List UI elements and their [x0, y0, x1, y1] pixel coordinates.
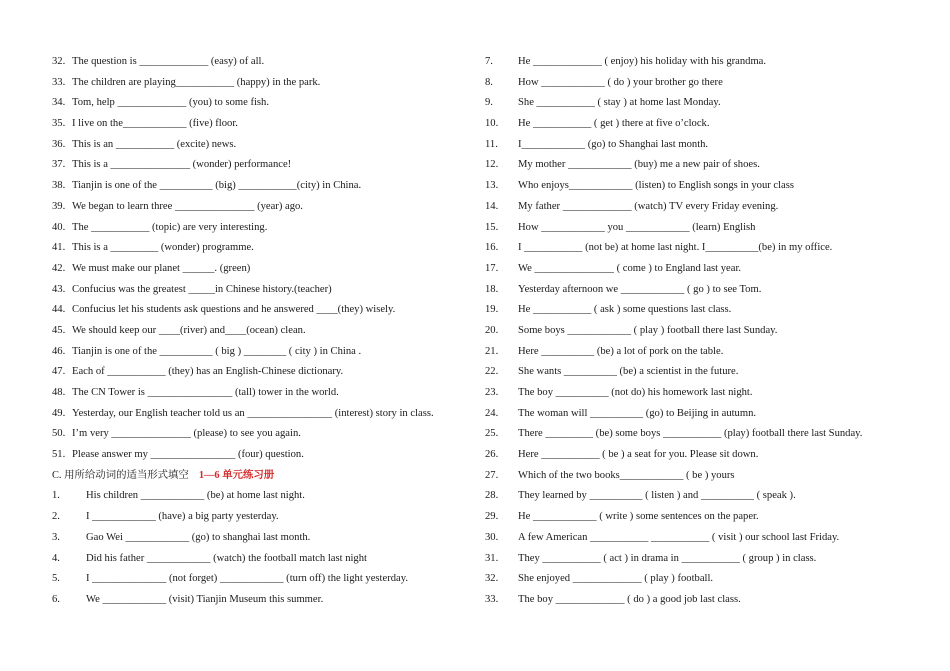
item-number: 48.: [52, 387, 66, 398]
item-number: 29.: [485, 511, 499, 523]
item-text: Which of the two books____________ ( be ) yours: [518, 469, 735, 481]
item-number: 32.: [485, 573, 499, 585]
item-number: 15.: [485, 221, 499, 233]
item-number: 19.: [485, 304, 499, 316]
exercise-item: [52, 445, 462, 466]
exercise-item: [52, 52, 462, 73]
item-text: He ___________ ( ask ) some questions last class.: [518, 304, 732, 316]
item-text: We should keep our ____(river) and____(ocean) clean.: [72, 324, 306, 336]
exercise-item: [485, 135, 925, 156]
exercise-item: [485, 93, 925, 114]
item-text: Tianjin is one of the __________ ( big ) ________ ( city ) in China .: [72, 345, 362, 357]
item-number: 37.: [52, 159, 66, 171]
item-number: 42.: [52, 262, 66, 274]
item-number: 12.: [485, 159, 499, 171]
exercise-item: [52, 424, 462, 445]
item-text: Yesterday, our English teacher told us an ________________ (interest) story in class.: [72, 407, 434, 419]
exercise-item: [485, 569, 925, 590]
item-number: 47.: [52, 366, 66, 378]
item-number: 49.: [52, 407, 66, 419]
item-number: 38.: [52, 180, 66, 192]
item-number: 8.: [485, 76, 493, 88]
item-text: This is an ___________ (excite) news.: [72, 138, 237, 150]
exercise-item: [52, 218, 462, 239]
item-number: 39.: [52, 200, 66, 212]
exercise-item: [485, 486, 925, 507]
item-number: 22.: [485, 366, 499, 378]
exercise-item: [52, 569, 462, 590]
item-number: 21.: [485, 345, 499, 357]
item-text: The woman will __________ (go) to Beijing in autumn.: [518, 407, 757, 419]
exercise-item: [485, 466, 925, 487]
item-text: How ____________ you ____________ (learn) English: [518, 221, 756, 233]
item-text: He _____________ ( enjoy) his holiday with his grandma.: [518, 56, 767, 67]
item-number: 2.: [52, 511, 60, 523]
item-text: The boy __________ (not do) his homework last night.: [518, 387, 753, 398]
exercise-item: [485, 176, 925, 197]
item-text: This is a _________ (wonder) programme.: [72, 242, 254, 254]
item-number: 50.: [52, 428, 66, 440]
exercise-item: [52, 362, 462, 383]
item-number: 33.: [52, 76, 66, 88]
exercise-item: [52, 342, 462, 363]
exercise-item: [52, 280, 462, 301]
exercise-item: [485, 218, 925, 239]
item-text: He ___________ ( get ) there at five o’clock.: [518, 118, 710, 130]
item-text: Tom, help _____________ (you) to some fish.: [72, 97, 269, 109]
item-text: Confucius let his students ask questions and he answered ____(they) wisely.: [72, 304, 396, 316]
item-text: He ____________ ( write ) some sentences on the paper.: [518, 511, 759, 523]
item-number: 32.: [52, 56, 66, 67]
item-number: 41.: [52, 242, 66, 254]
item-text: Tianjin is one of the __________ (big) ___________(city) in China.: [72, 180, 362, 192]
item-number: 35.: [52, 118, 66, 130]
exercise-item: [485, 300, 925, 321]
left-column: [52, 52, 462, 611]
item-number: 3.: [52, 531, 60, 543]
exercise-item: [485, 73, 925, 94]
item-number: 20.: [485, 324, 499, 336]
exercise-item: [52, 528, 462, 549]
item-text: There _________ (be) some boys ___________ (play) football there last Sunday.: [518, 428, 863, 440]
item-number: 24.: [485, 407, 499, 419]
exercise-item: [52, 321, 462, 342]
item-number: 40.: [52, 221, 66, 233]
item-number: 25.: [485, 428, 499, 440]
item-number: 9.: [485, 97, 493, 109]
exercise-item: [485, 321, 925, 342]
section-c-heading: [52, 466, 462, 487]
item-text: My father _____________ (watch) TV every Friday evening.: [518, 200, 779, 212]
item-number: 36.: [52, 138, 66, 150]
item-number: 27.: [485, 469, 499, 481]
exercise-item: [52, 114, 462, 135]
item-number: 5.: [52, 573, 60, 585]
exercise-item: [52, 507, 462, 528]
exercise-item: [52, 73, 462, 94]
exercise-item: [485, 445, 925, 466]
item-text: We began to learn three _______________ (year) ago.: [72, 200, 303, 212]
item-text: Who enjoys____________ (listen) to English songs in your class: [518, 180, 795, 192]
exercise-item: [52, 238, 462, 259]
item-text: Gao Wei ____________ (go) to shanghai last month.: [86, 531, 311, 543]
item-number: 33.: [485, 593, 499, 605]
item-number: 16.: [485, 242, 499, 254]
exercise-item: [52, 197, 462, 218]
exercise-item: [485, 238, 925, 259]
item-number: 34.: [52, 97, 66, 109]
item-number: 7.: [485, 56, 493, 67]
section-c-note: 1—6 单元练习册: [198, 469, 275, 481]
exercise-item: [485, 342, 925, 363]
item-text: I ___________ (not be) at home last night. I__________(be) in my office.: [518, 242, 833, 254]
exercise-item: [52, 176, 462, 197]
item-text: The children are playing___________ (happy) in the park.: [72, 76, 321, 88]
item-number: 26.: [485, 449, 499, 461]
item-number: 44.: [52, 304, 66, 316]
item-text: Here __________ (be) a lot of pork on the table.: [518, 345, 724, 357]
item-text: Please answer my ________________ (four) question.: [72, 449, 304, 461]
exercise-item: [485, 280, 925, 301]
exercise-item: [485, 155, 925, 176]
item-number: 6.: [52, 593, 60, 605]
item-text: I’m very _______________ (please) to see you again.: [72, 428, 301, 440]
exercise-item: [485, 114, 925, 135]
item-number: 10.: [485, 118, 499, 130]
item-number: 45.: [52, 324, 66, 336]
item-text: Yesterday afternoon we ____________ ( go ) to see Tom.: [518, 283, 762, 295]
item-number: 30.: [485, 531, 499, 543]
exercise-item: [52, 404, 462, 425]
item-number: 14.: [485, 200, 499, 212]
item-number: 4.: [52, 552, 60, 564]
item-text: Some boys ____________ ( play ) football there last Sunday.: [518, 324, 778, 336]
item-text: The CN Tower is ________________ (tall) tower in the world.: [72, 387, 339, 398]
item-text: We must make our planet ______. (green): [72, 262, 251, 274]
item-text: How ____________ ( do ) your brother go there: [518, 76, 723, 88]
exercise-item: [485, 383, 925, 404]
item-number: 46.: [52, 345, 66, 357]
item-text: We _______________ ( come ) to England last year.: [518, 262, 742, 274]
exercise-item: [485, 259, 925, 280]
item-text: They ___________ ( act ) in drama in ___________ ( group ) in class.: [518, 552, 817, 564]
item-text: I____________ (go) to Shanghai last month.: [518, 138, 709, 150]
exercise-item: [52, 135, 462, 156]
section-c-title: C. 用所给动词的适当形式填空: [52, 469, 189, 481]
item-number: 13.: [485, 180, 499, 192]
item-number: 18.: [485, 283, 499, 295]
exercise-item: [52, 259, 462, 280]
item-text: Here ___________ ( be ) a seat for you. Please sit down.: [518, 449, 759, 461]
item-text: I ____________ (have) a big party yesterday.: [86, 511, 279, 523]
exercise-item: [52, 590, 462, 611]
exercise-item: [52, 549, 462, 570]
exercise-item: [485, 404, 925, 425]
item-number: 23.: [485, 387, 499, 398]
item-text: She wants __________ (be) a scientist in the future.: [518, 366, 739, 378]
item-number: 17.: [485, 262, 499, 274]
exercise-item: [485, 528, 925, 549]
exercise-item: [485, 549, 925, 570]
exercise-item: [485, 424, 925, 445]
item-number: 43.: [52, 283, 66, 295]
exercise-item: [485, 197, 925, 218]
exercise-item: [52, 93, 462, 114]
item-text: His children ____________ (be) at home last night.: [86, 490, 305, 502]
item-text: Confucius was the greatest _____in Chinese history.(teacher): [72, 283, 332, 295]
exercise-item: [52, 383, 462, 404]
item-text: They learned by __________ ( listen ) and __________ ( speak ).: [518, 490, 796, 502]
exercise-item: [52, 486, 462, 507]
item-text: I live on the____________ (five) floor.: [72, 118, 238, 130]
item-number: 11.: [485, 138, 498, 150]
exercise-item: [52, 300, 462, 321]
item-number: 51.: [52, 449, 66, 461]
exercise-item: [485, 362, 925, 383]
exercise-item: [485, 52, 925, 73]
item-text: Did his father ____________ (watch) the football match last night: [86, 552, 367, 564]
exercise-item: [485, 507, 925, 528]
item-text: My mother ____________ (buy) me a new pair of shoes.: [518, 159, 760, 171]
item-text: This is a _______________ (wonder) performance!: [72, 159, 292, 171]
item-text: We ____________ (visit) Tianjin Museum this summer.: [86, 593, 324, 605]
item-text: A few American ___________ ___________ ( visit ) our school last Friday.: [518, 531, 840, 543]
item-text: The question is _____________ (easy) of all.: [72, 56, 265, 67]
item-text: She enjoyed _____________ ( play ) football.: [518, 573, 714, 585]
item-text: Each of ___________ (they) has an English-Chinese dictionary.: [72, 366, 344, 378]
item-text: The ___________ (topic) are very interesting.: [72, 221, 268, 233]
item-number: 28.: [485, 490, 499, 502]
exercise-item: [52, 155, 462, 176]
item-number: 1.: [52, 490, 60, 502]
exercise-item: [485, 590, 925, 611]
item-number: 31.: [485, 552, 499, 564]
right-column: [485, 52, 925, 611]
item-text: She ___________ ( stay ) at home last Monday.: [518, 97, 721, 109]
item-text: I ______________ (not forget) ____________ (turn off) the light yesterday.: [86, 573, 408, 585]
item-text: The boy _____________ ( do ) a good job last class.: [518, 593, 741, 605]
